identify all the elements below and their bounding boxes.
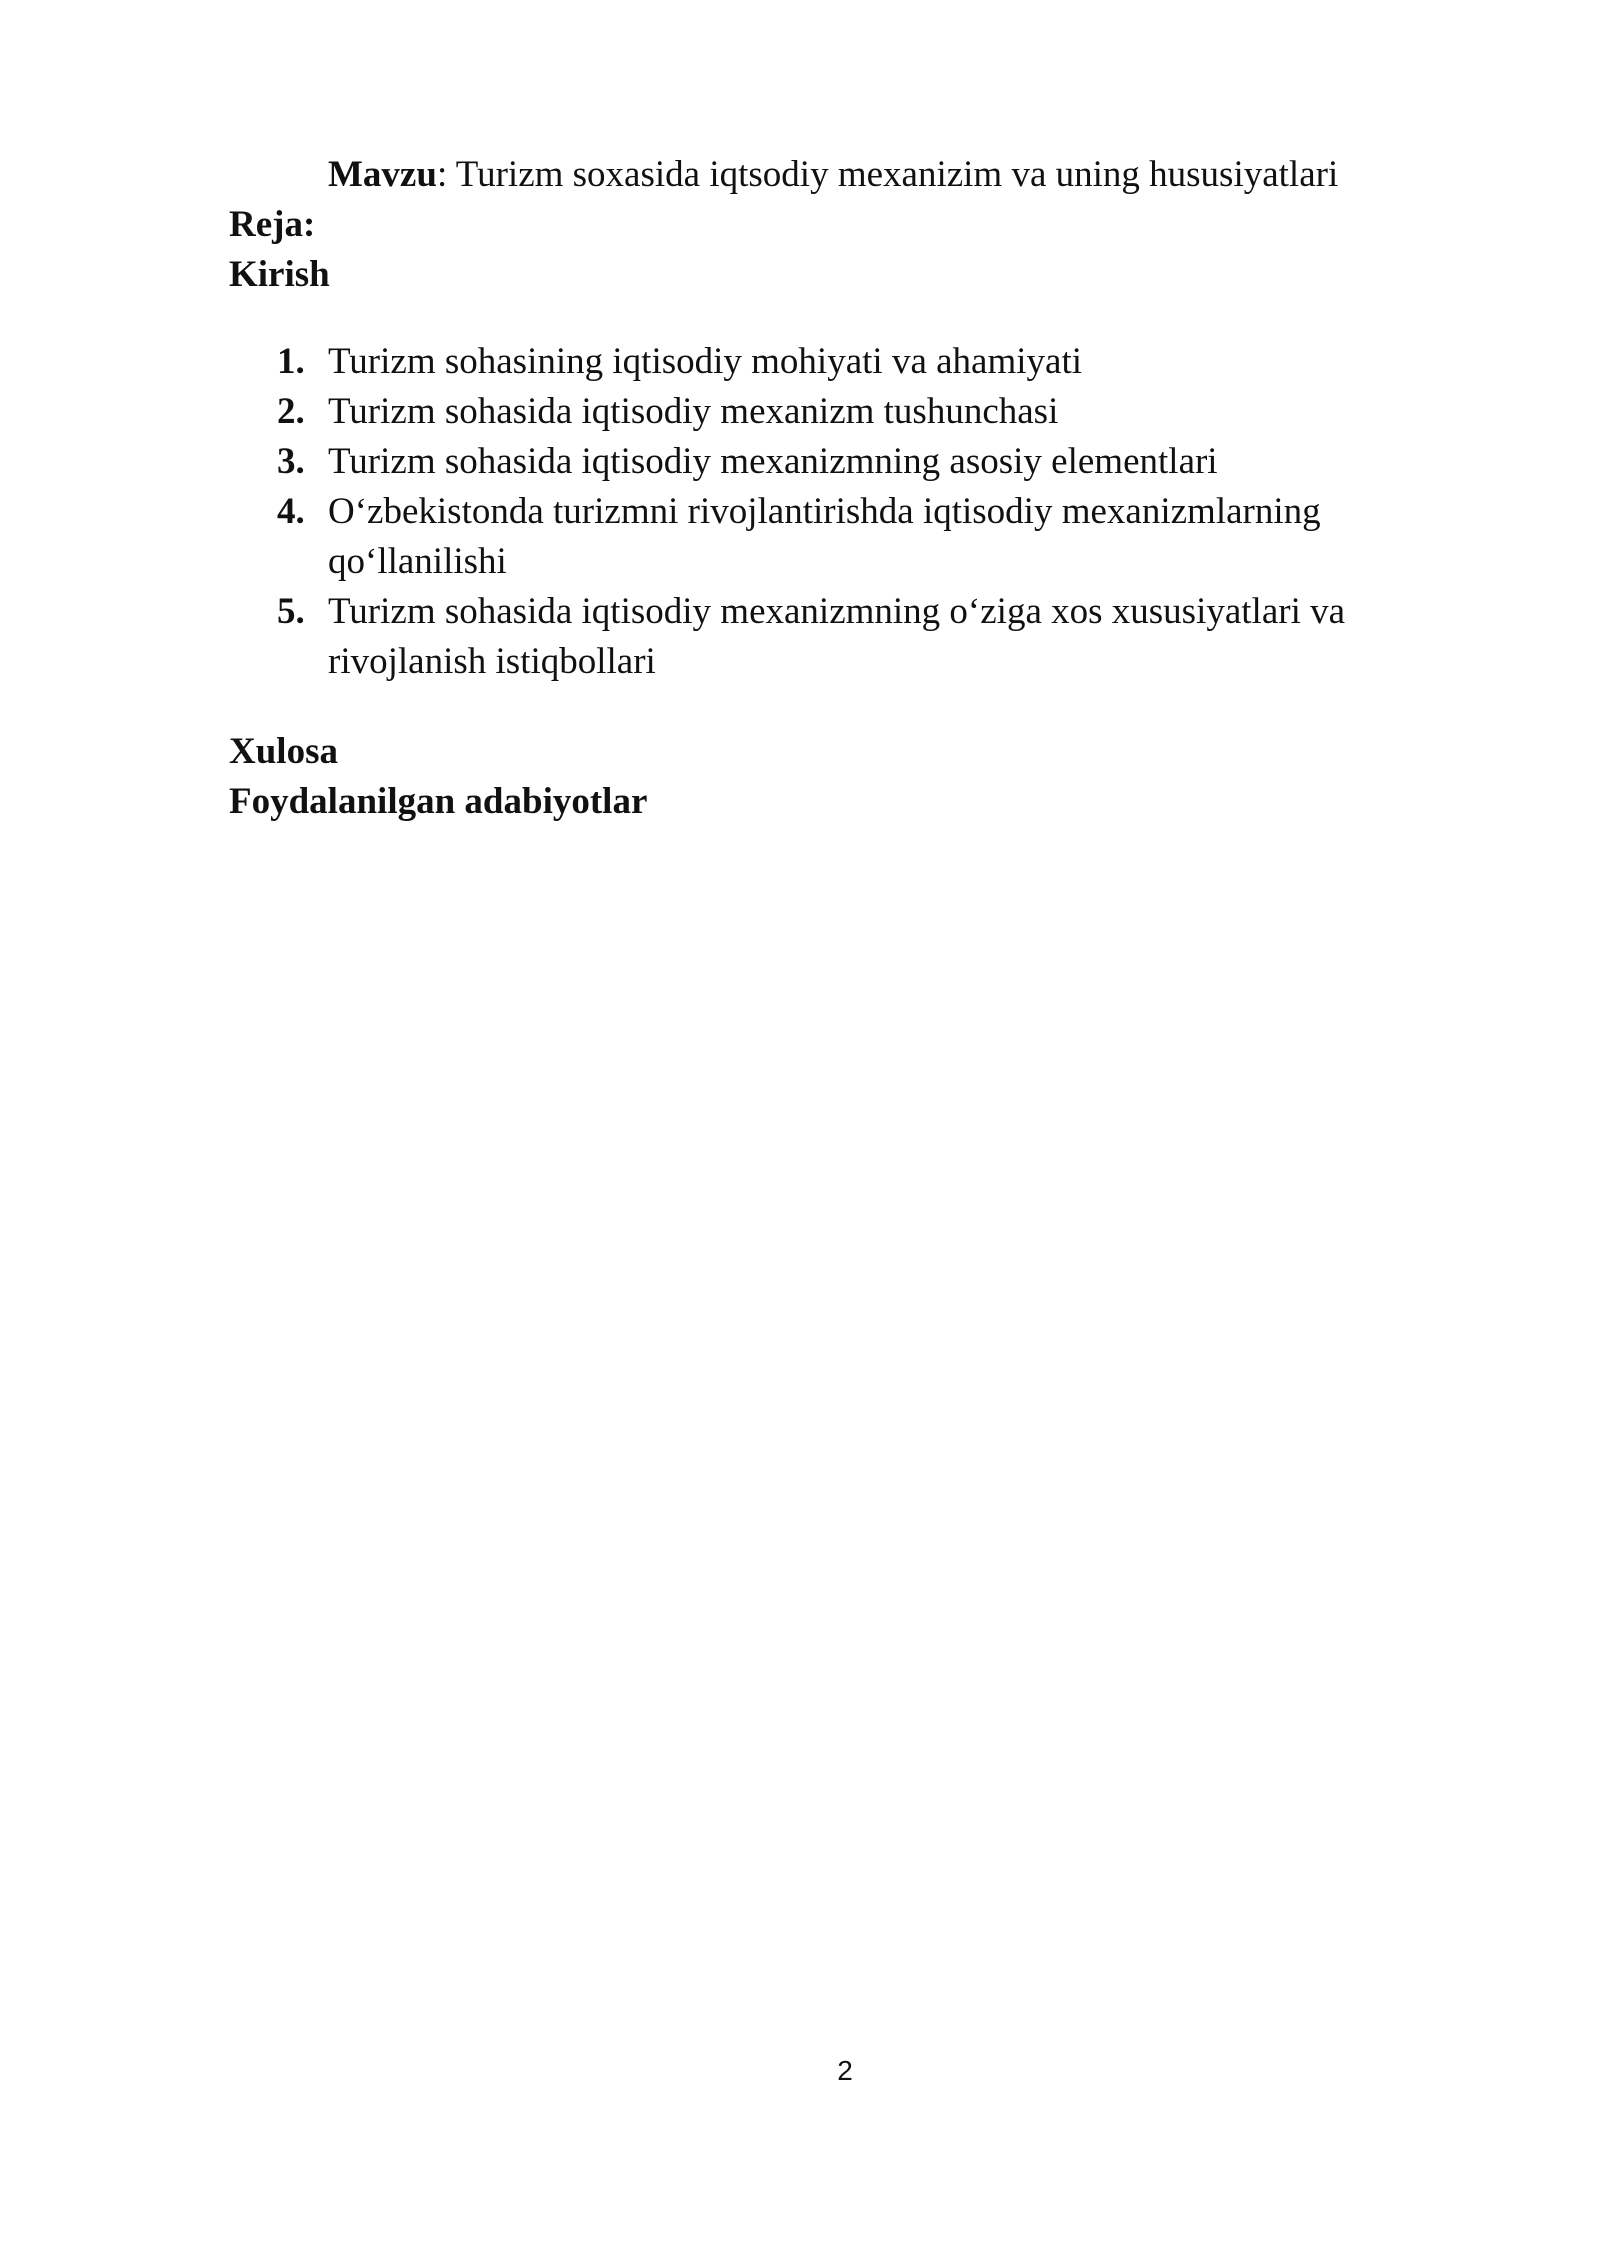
plan-item-number: 2. bbox=[277, 391, 305, 432]
plan-item-text: Turizm sohasida iqtisodiy mexanizmning o‘ziga xos xususiyatlari va rivojlanish istiqbollari bbox=[328, 591, 1346, 682]
plan-item bbox=[229, 587, 1409, 687]
page-number: 2 bbox=[837, 2055, 853, 2086]
plan-item-number: 5. bbox=[277, 591, 305, 632]
plan-item-text: O‘zbekistonda turizmni rivojlantirishda iqtisodiy mexanizmlarning qo‘llanilishi bbox=[328, 491, 1321, 582]
plan-item-text: Turizm sohasida iqtisodiy mexanizm tushunchasi bbox=[328, 391, 1059, 432]
conclusion-heading: Xulosa bbox=[229, 731, 338, 772]
plan-item-text: Turizm sohasining iqtisodiy mohiyati va ahamiyati bbox=[328, 341, 1083, 382]
topic-label: Mavzu bbox=[328, 154, 437, 195]
topic-line bbox=[328, 150, 1338, 200]
references-heading: Foydalanilgan adabiyotlar bbox=[229, 781, 648, 822]
plan-item-number: 3. bbox=[277, 441, 305, 482]
plan-item bbox=[229, 387, 1409, 437]
plan-item-text: Turizm sohasida iqtisodiy mexanizmning asosiy elementlari bbox=[328, 441, 1218, 482]
topic-separator: : bbox=[436, 154, 448, 195]
intro-heading: Kirish bbox=[229, 254, 330, 295]
plan-item bbox=[229, 487, 1409, 587]
plan-item bbox=[229, 437, 1409, 487]
plan-item-number: 1. bbox=[277, 341, 305, 382]
plan-heading: Reja: bbox=[229, 204, 316, 245]
plan-item bbox=[229, 337, 1409, 387]
plan-item-number: 4. bbox=[277, 491, 305, 532]
topic-text: Turizm soxasida iqtsodiy mexanizim va uning hususiyatlari bbox=[447, 154, 1339, 195]
plan-list bbox=[229, 337, 1409, 687]
